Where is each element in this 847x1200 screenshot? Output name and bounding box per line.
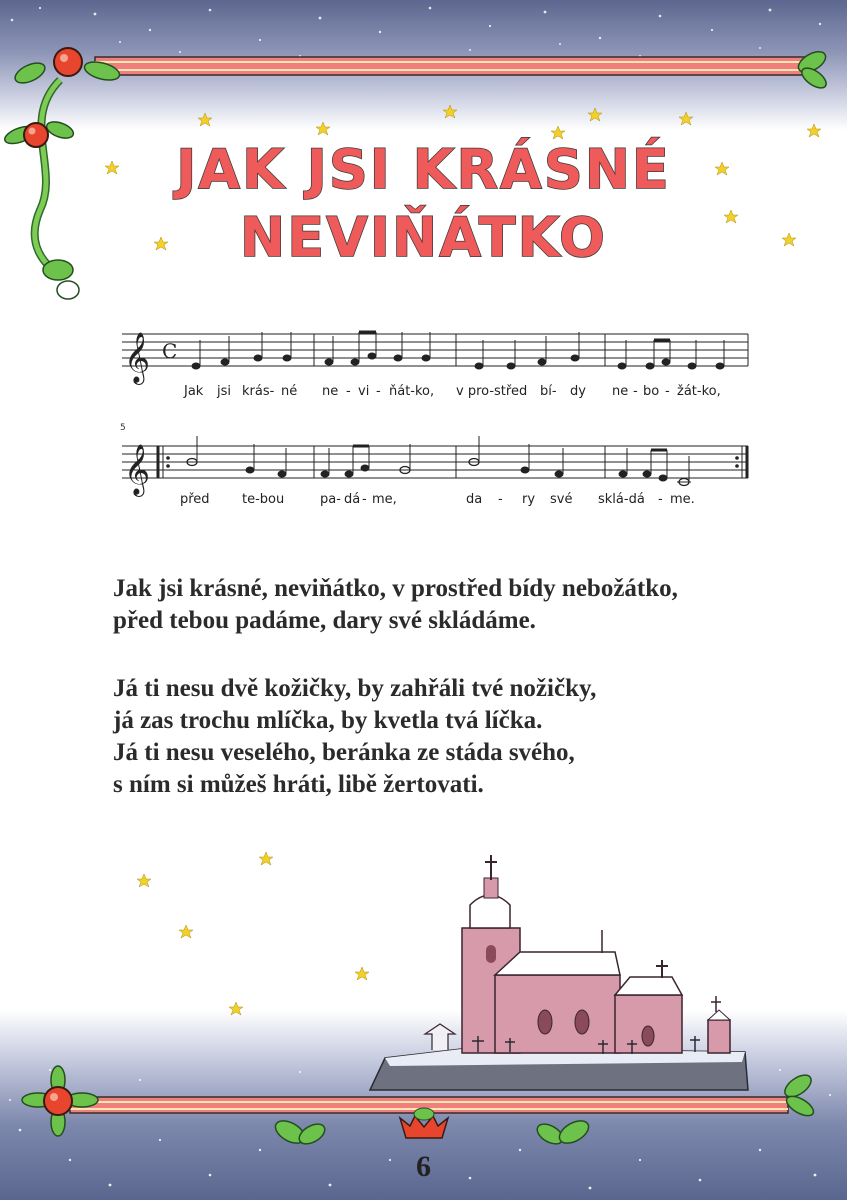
lyric-syllable: krás- bbox=[242, 384, 275, 399]
snowflakes-top bbox=[11, 7, 822, 63]
lyric-syllable: bo bbox=[643, 384, 660, 399]
lyric-syllable: - bbox=[498, 492, 503, 507]
bar-number: 5 bbox=[120, 423, 126, 433]
lyric-syllable: dy bbox=[570, 384, 586, 399]
lyric-syllable: sklá-dá bbox=[598, 492, 645, 507]
lyric-syllable: me, bbox=[372, 492, 397, 507]
lyric-syllable: me. bbox=[670, 492, 695, 507]
lyric-syllable: - bbox=[376, 384, 381, 399]
lyric-syllable: dá bbox=[344, 492, 361, 507]
lyric-syllable: své bbox=[550, 492, 573, 507]
verse-line: Jak jsi krásné, neviňátko, v prostřed bídy nebožátko, bbox=[113, 575, 678, 602]
lyric-syllable: žát-ko, bbox=[677, 384, 721, 399]
verse-line: s ním si můžeš hráti, libě žertovati. bbox=[113, 771, 484, 798]
lyric-syllable: jsi bbox=[217, 384, 231, 399]
lyric-syllable: pa- bbox=[320, 492, 341, 507]
lyric-syllable: před bbox=[180, 492, 210, 507]
verse-line: já zas trochu mlíčka, by kvetla tvá líčka. bbox=[113, 707, 543, 734]
lyric-syllable: vi bbox=[358, 384, 370, 399]
lyric-syllable: - bbox=[658, 492, 663, 507]
lyric-syllable: - bbox=[665, 384, 670, 399]
verse-1 bbox=[113, 573, 678, 637]
top-ribbon bbox=[95, 57, 807, 75]
lyric-syllable: - bbox=[362, 492, 367, 507]
verse-line: před tebou padáme, dary své skládáme. bbox=[113, 607, 536, 634]
lyric-syllable: né bbox=[281, 384, 298, 399]
lyric-syllable: ne bbox=[322, 384, 339, 399]
lyric-syllable: da bbox=[466, 492, 483, 507]
svg-text:𝄞: 𝄞 bbox=[124, 332, 151, 383]
lyric-syllable: ne bbox=[612, 384, 629, 399]
leaf-ornament-top-right bbox=[795, 48, 829, 92]
church-illustration bbox=[370, 855, 748, 1090]
song-title-line-2: NEVIŇÁTKO bbox=[240, 206, 607, 269]
lyric-syllable: - bbox=[633, 384, 638, 399]
star-decorations-bottom bbox=[137, 852, 369, 1015]
notes-system-2 bbox=[124, 436, 739, 497]
verse-line: Já ti nesu veselého, beránka ze stáda svého, bbox=[113, 739, 575, 766]
verse-line: Já ti nesu dvě kožičky, by zahřáli tvé nožičky, bbox=[113, 675, 597, 702]
lyric-syllable: ry bbox=[522, 492, 536, 507]
lyric-syllable: bí- bbox=[540, 384, 557, 399]
lyric-syllable: Jak bbox=[184, 384, 204, 399]
lyric-syllable: ňát-ko, bbox=[389, 384, 435, 399]
lyric-syllable: v pro-střed bbox=[456, 384, 528, 399]
lyric-syllable: - bbox=[346, 384, 351, 399]
svg-text:𝄞: 𝄞 bbox=[124, 444, 151, 495]
svg-text:C: C bbox=[162, 339, 178, 363]
lyric-syllable: te-bou bbox=[242, 492, 285, 507]
page-number: 6 bbox=[416, 1150, 431, 1183]
verse-2 bbox=[113, 673, 596, 801]
song-title-line-1: JAK JSI KRÁSNÉ bbox=[176, 138, 671, 201]
